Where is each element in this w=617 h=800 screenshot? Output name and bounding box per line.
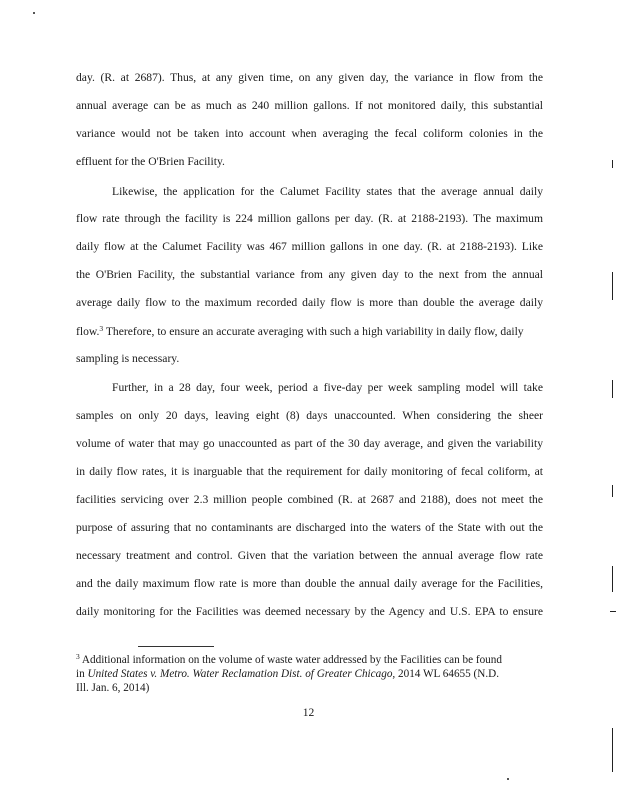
- body-line: annual average can be as much as 240 million gallons. If not monitored daily, this substantial: [76, 99, 543, 112]
- body-text: Therefore, to ensure an accurate averaging with such a high variability in daily flow, daily: [103, 325, 524, 338]
- body-line: daily flow at the Calumet Facility was 467 million gallons in one day. (R. at 2188-2193). Like: [76, 240, 543, 253]
- body-line: in daily flow rates, it is inarguable that the requirement for daily monitoring of fecal coliform, at: [76, 465, 543, 478]
- footnote-marker: 3: [76, 652, 80, 661]
- margin-mark: [612, 272, 613, 300]
- scan-speck: [507, 778, 509, 780]
- margin-mark: [612, 485, 613, 497]
- margin-mark: [612, 728, 613, 772]
- body-line: and the daily maximum flow rate is more than double the annual daily average for the Facilities,: [76, 577, 543, 590]
- scan-speck: [33, 12, 35, 14]
- paragraph-first-line: Further, in a 28 day, four week, period a five-day per week sampling model will take: [112, 381, 543, 394]
- page-number: 12: [302, 706, 315, 719]
- body-line: sampling is necessary.: [76, 352, 180, 365]
- body-line: average daily flow to the maximum recorded daily flow is more than double the average daily: [76, 296, 543, 309]
- body-line: effluent for the O'Brien Facility.: [76, 155, 225, 168]
- footnote-line: Ill. Jan. 6, 2014): [76, 682, 150, 694]
- body-line: daily monitoring for the Facilities was deemed necessary by the Agency and U.S. EPA to ensure: [76, 605, 543, 618]
- footnote-reference: 3: [99, 324, 104, 333]
- body-line: day. (R. at 2687). Thus, at any given time, on any given day, the variance in flow from the: [76, 71, 543, 84]
- body-line: volume of water that may go unaccounted as part of the 30 day average, and given the variability: [76, 437, 543, 450]
- body-text: flow.: [76, 325, 100, 338]
- body-line: variance would not be taken into account when averaging the fecal coliform colonies in the: [76, 127, 543, 140]
- body-line: flow rate through the facility is 224 million gallons per day. (R. at 2188-2193). The maximum: [76, 212, 543, 225]
- margin-mark: [612, 160, 613, 168]
- body-line: purpose of assuring that no contaminants are discharged into the waters of the State with out the: [76, 521, 543, 534]
- margin-mark: [612, 566, 613, 592]
- body-line: samples on only 20 days, leaving eight (8) days unaccounted. When considering the sheer: [76, 409, 543, 422]
- footnote-text: Additional information on the volume of waste water addressed by the Facilities can be found: [79, 654, 502, 666]
- body-line: the O'Brien Facility, the substantial variance from any given day to the next from the annual: [76, 268, 543, 281]
- margin-mark: [610, 611, 616, 612]
- margin-mark: [612, 380, 613, 398]
- case-citation: United States v. Metro. Water Reclamation Dist. of Greater Chicago,: [87, 668, 396, 680]
- body-line: necessary treatment and control. Given that the variation between the annual average flow rate: [76, 549, 543, 562]
- footnote-text: in: [76, 668, 88, 680]
- footnote-line: [76, 667, 546, 681]
- body-line: facilities servicing over 2.3 million people combined (R. at 2687 and 2188), does not meet the: [76, 493, 543, 506]
- body-line-with-footnote: [76, 325, 543, 339]
- footnote-line: [76, 653, 546, 667]
- paragraph-first-line: Likewise, the application for the Calumet Facility states that the average annual daily: [112, 185, 543, 198]
- footnote-text: 2014 WL 64655 (N.D.: [395, 668, 500, 680]
- footnote-separator: [138, 646, 214, 647]
